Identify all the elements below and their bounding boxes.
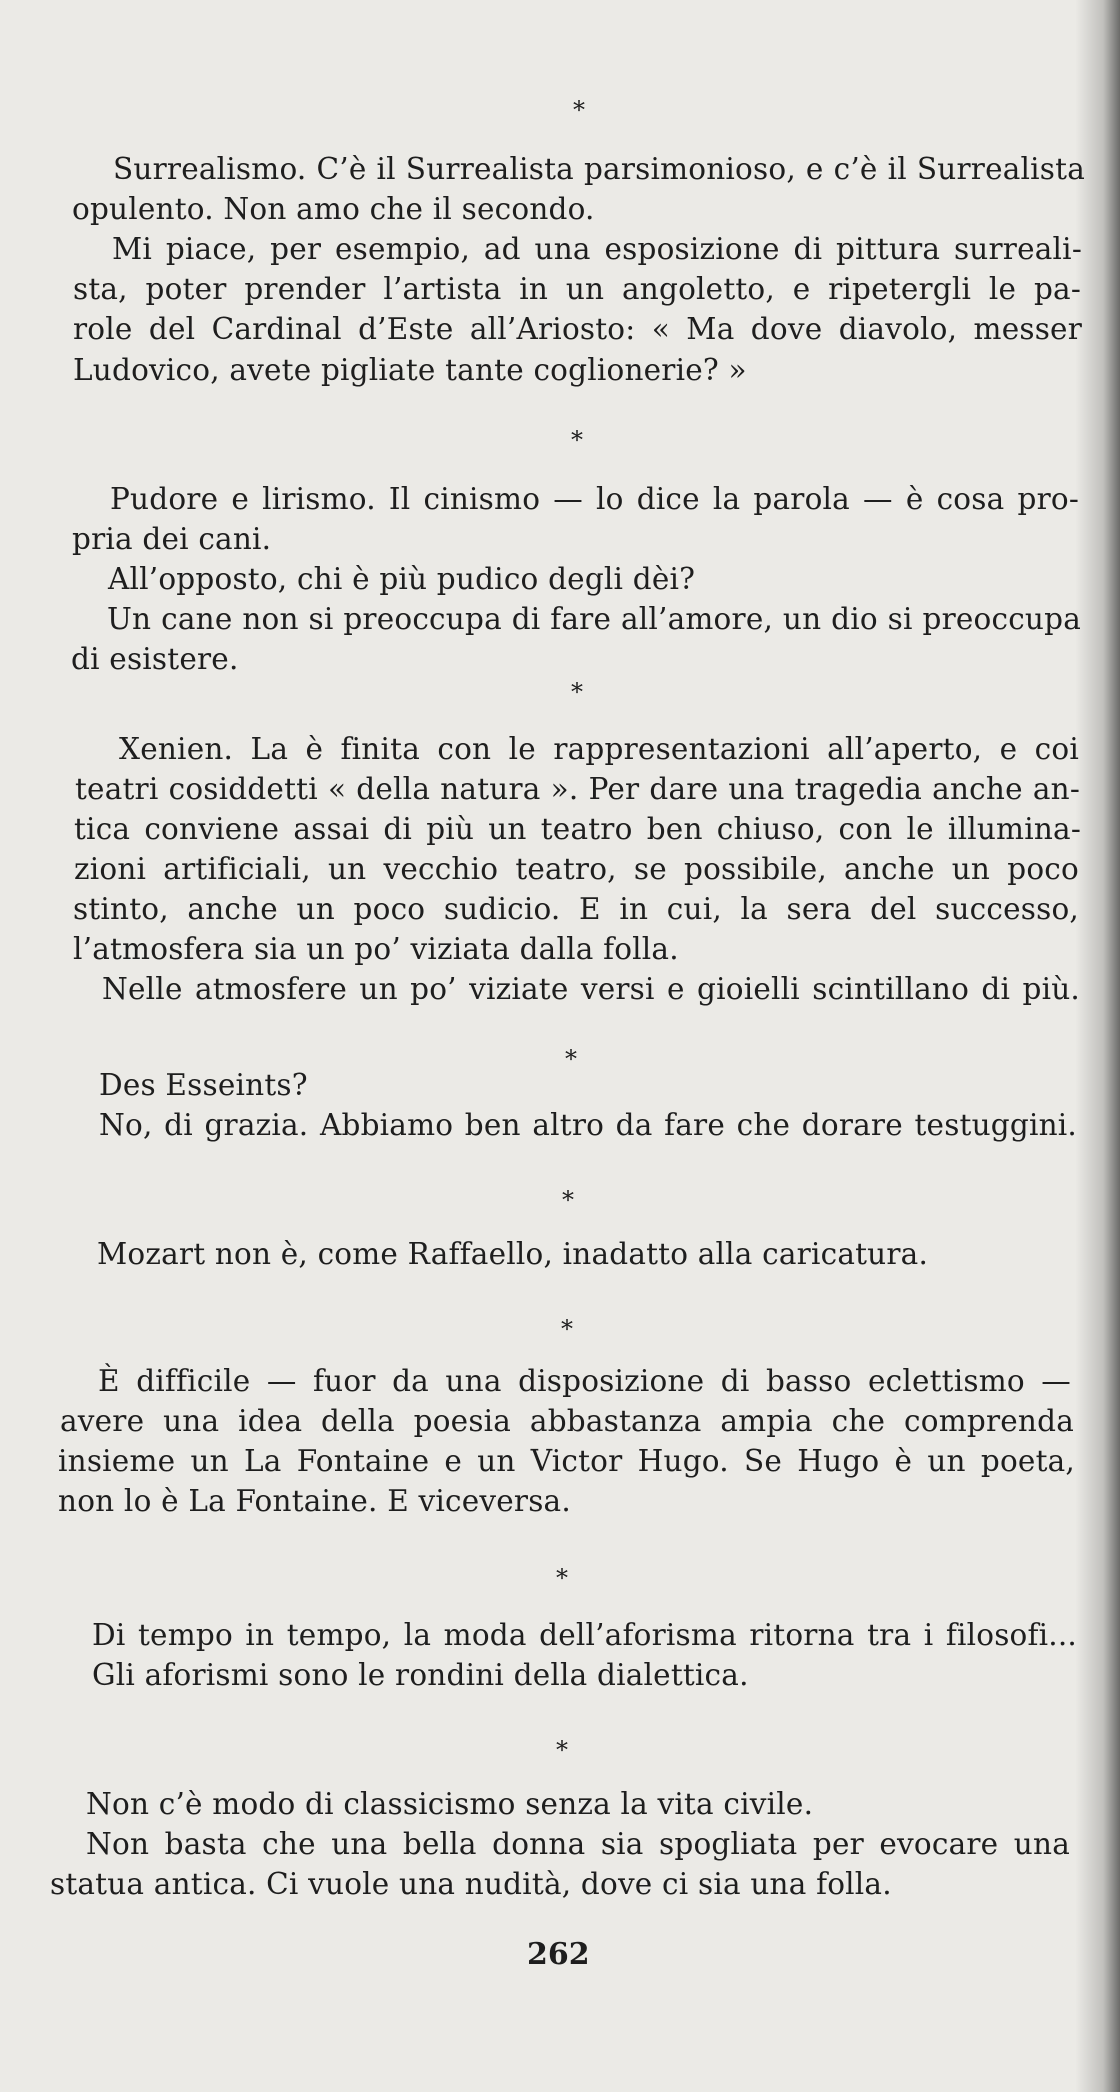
- text-line: Di tempo in tempo, la moda dell’aforisma ritorna tra i filosofi...: [92, 1618, 1077, 1652]
- text-line: Surrealismo. C’è il Surrealista parsimonioso, e c’è il Surrealista: [113, 152, 1085, 186]
- text-line: di esistere.: [71, 642, 239, 676]
- text-line: stinto, anche un poco sudicio. E in cui, la sera del successo,: [73, 892, 1079, 926]
- section-separator: *: [556, 1736, 568, 1764]
- text-line: No, di grazia. Abbiamo ben altro da fare che dorare testuggini.: [99, 1108, 1077, 1142]
- text-line: avere una idea della poesia abbastanza ampia che comprenda: [60, 1404, 1074, 1438]
- text-line: non lo è La Fontaine. E viceversa.: [58, 1484, 571, 1518]
- text-line: tica conviene assai di più un teatro ben chiuso, con le illumina-: [74, 812, 1081, 846]
- text-line: statua antica. Ci vuole una nudità, dove ci sia una folla.: [50, 1867, 892, 1901]
- text-line: Non basta che una bella donna sia spogliata per evocare una: [86, 1827, 1070, 1861]
- text-line: È difficile — fuor da una disposizione di basso eclettismo —: [98, 1364, 1071, 1398]
- text-line: Ludovico, avete pigliate tante coglionerie? »: [73, 353, 747, 387]
- text-line: role del Cardinal d’Este all’Ariosto: « Ma dove diavolo, messer: [73, 312, 1082, 346]
- text-line: Xenien. La è finita con le rappresentazioni all’aperto, e coi: [119, 732, 1079, 766]
- text-line: zioni artificiali, un vecchio teatro, se possibile, anche un poco: [74, 852, 1079, 886]
- page-number: 262: [527, 1937, 590, 1972]
- text-line: Gli aforismi sono le rondini della dialettica.: [92, 1658, 749, 1692]
- text-line: All’opposto, chi è più pudico degli dèi?: [108, 562, 696, 596]
- section-separator: *: [571, 426, 583, 454]
- text-line: Nelle atmosfere un po’ viziate versi e gioielli scintillano di più.: [102, 972, 1080, 1006]
- text-line: insieme un La Fontaine e un Victor Hugo. Se Hugo è un poeta,: [58, 1444, 1075, 1478]
- section-separator: *: [561, 1315, 573, 1343]
- section-separator: *: [565, 1045, 577, 1073]
- section-separator: *: [571, 678, 583, 706]
- section-separator: *: [556, 1564, 568, 1592]
- text-line: pria dei cani.: [72, 522, 272, 556]
- text-line: Non c’è modo di classicismo senza la vita civile.: [86, 1787, 814, 1821]
- text-line: opulento. Non amo che il secondo.: [72, 192, 595, 226]
- text-line: l’atmosfera sia un po’ viziata dalla folla.: [73, 932, 679, 966]
- text-line: Mozart non è, come Raffaello, inadatto alla caricatura.: [97, 1237, 929, 1271]
- section-separator: *: [573, 96, 585, 124]
- text-line: Des Esseints?: [99, 1068, 308, 1102]
- section-separator: *: [562, 1186, 574, 1214]
- text-line: Pudore e lirismo. Il cinismo — lo dice la parola — è cosa pro-: [110, 482, 1079, 516]
- text-line: sta, poter prender l’artista in un angoletto, e ripetergli le pa-: [73, 272, 1081, 306]
- text-line: Mi piace, per esempio, ad una esposizione di pittura surreali-: [112, 232, 1082, 266]
- text-line: teatri cosiddetti « della natura ». Per dare una tragedia anche an-: [75, 772, 1080, 806]
- text-line: Un cane non si preoccupa di fare all’amore, un dio si preoccupa: [107, 602, 1081, 636]
